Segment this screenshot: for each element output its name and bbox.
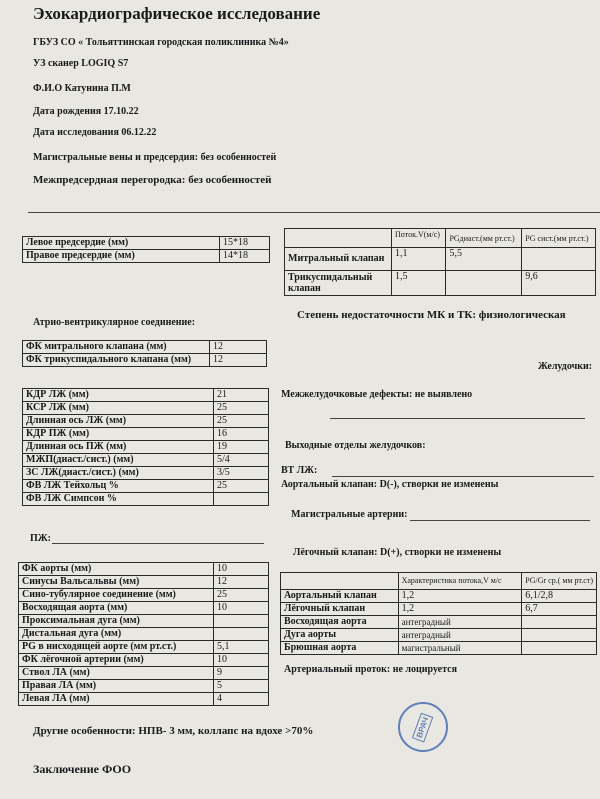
patient-name: Ф.И.О Катунина П.М <box>33 83 131 94</box>
table-row: МЖП(диаст./сист.) (мм) 5/4 <box>23 454 269 467</box>
table-row: Длинная ось ЛЖ (мм) 25 <box>23 415 269 428</box>
table-row: ФК аорты (мм) 10 <box>19 563 269 576</box>
table-row: Митральный клапан 1,1 5,5 <box>285 248 596 271</box>
table-row: Характеристика потока,V м/с PG/Gr ср.( мм рт.ст) <box>281 573 597 590</box>
fk-table <box>22 340 267 367</box>
aortic-valve-line: Аортальный клапан: D(-), створки не изменены <box>281 479 499 490</box>
table-row: ФВ ЛЖ Симпсон % <box>23 493 269 506</box>
table-row: КСР ЛЖ (мм) 25 <box>23 402 269 415</box>
table-row: Поток.V(м/с) PGдиаст.(мм рт.ст.) PG сист.(мм рт.ст.) <box>285 229 596 248</box>
divider <box>332 476 594 477</box>
divider <box>330 418 585 419</box>
table-row: Лёгочный клапан 1,2 6,7 <box>281 603 597 616</box>
aorta-table <box>18 562 269 706</box>
conclusion: Заключение ФОО <box>33 762 132 776</box>
table-row: Трикуспидальный клапан 1,5 9,6 <box>285 271 596 296</box>
ventricles-label: Желудочки: <box>538 361 593 372</box>
table-row: Ствол ЛА (мм) 9 <box>19 667 269 680</box>
insufficiency-line: Степень недостаточности МК и ТК: физиологическая <box>297 309 566 321</box>
main-arteries-line: Магистральные артерии: <box>291 509 408 520</box>
av-heading: Атрио-вентрикулярное соединение: <box>33 317 196 328</box>
table-row: PG в нисходящей аорте (мм рт.ст.) 5,1 <box>19 641 269 654</box>
table-row: Левая ЛА (мм) 4 <box>19 693 269 706</box>
table-row: КДР ЛЖ (мм) 21 <box>23 389 269 402</box>
birth-date: Дата рождения 17.10.22 <box>33 106 139 117</box>
veins-line: Магистральные вены и предсердия: без особенностей <box>33 152 277 163</box>
flow-table <box>280 572 597 655</box>
divider <box>28 212 600 213</box>
septum-line: Межпредсердная перегородка: без особенностей <box>33 174 272 186</box>
exam-date: Дата исследования 06.12.22 <box>33 127 157 138</box>
table-row: ФК митрального клапана (мм) 12 <box>23 341 267 354</box>
table-row: Аортальный клапан 1,2 6,1/2,8 <box>281 590 597 603</box>
table-row: Длинная ось ПЖ (мм) 19 <box>23 441 269 454</box>
table-row: Дуга аорты антеградный <box>281 629 597 642</box>
scanner-line: УЗ сканер LOGIQ S7 <box>33 58 129 69</box>
arterial-duct-line: Артериальный проток: не лоцируется <box>284 664 457 675</box>
table-row: ФВ ЛЖ Тейхольц % 25 <box>23 480 269 493</box>
vt-lv-line: ВТ ЛЖ: <box>281 465 318 476</box>
table-row: Правое предсердие (мм) 14*18 <box>23 250 270 263</box>
outflow-heading: Выходные отделы желудочков: <box>285 440 426 451</box>
clinic-line: ГБУЗ СО « Тольяттинская городская поликлиника №4» <box>33 37 289 48</box>
table-row: Восходящая аорта антеградный <box>281 616 597 629</box>
table-row: Сино-тубулярное соединение (мм) 25 <box>19 589 269 602</box>
valves-table <box>284 228 596 296</box>
table-row: ЗС ЛЖ(диаст./сист.) (мм) 3/5 <box>23 467 269 480</box>
table-row: Брюшная аорта магистральный <box>281 642 597 655</box>
atria-table <box>22 236 270 263</box>
doctor-stamp: ВРАЧ <box>398 702 448 752</box>
table-row: КДР ПЖ (мм) 16 <box>23 428 269 441</box>
doc-title: Эхокардиографическое исследование <box>33 4 321 23</box>
vsd-line: Межжелудочковые дефекты: не выявлено <box>281 389 473 400</box>
pulm-valve-line: Лёгочный клапан: D(+), створки не изменены <box>293 547 502 558</box>
other-findings: Другие особенности: НПВ- 3 мм, коллапс на вдохе >70% <box>33 725 314 737</box>
pzh-label: ПЖ: <box>30 533 51 544</box>
table-row: ФК трикуспидального клапана (мм) 12 <box>23 354 267 367</box>
divider <box>52 543 264 544</box>
table-row: ФК лёгочной артерии (мм) 10 <box>19 654 269 667</box>
table-row: Правая ЛА (мм) 5 <box>19 680 269 693</box>
divider <box>410 520 590 521</box>
lv-table <box>22 388 269 506</box>
table-row: Проксимальная дуга (мм) <box>19 615 269 628</box>
table-row: Синусы Вальсальвы (мм) 12 <box>19 576 269 589</box>
table-row: Восходящая аорта (мм) 10 <box>19 602 269 615</box>
table-row: Левое предсердие (мм) 15*18 <box>23 237 270 250</box>
table-row: Дистальная дуга (мм) <box>19 628 269 641</box>
